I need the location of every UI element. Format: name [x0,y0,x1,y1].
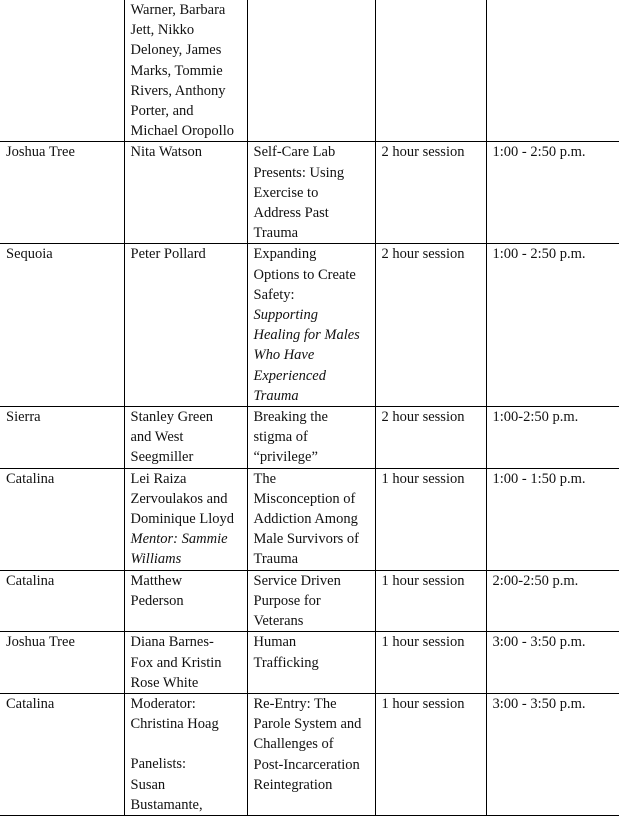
session-title-line: Presents: Using [253,164,345,181]
room-cell [0,407,124,469]
session-time-line: 3:00 - 3:50 p.m. [492,695,586,712]
session-length-cell [375,407,486,469]
presenter-line: Zervoulakos and [130,490,228,507]
session-time-cell [486,142,619,244]
session-title-line: Veterans [253,613,304,630]
presenter-line: Susan [130,776,166,793]
presenter-cell [124,407,247,469]
table-row [0,244,619,407]
presenter-line: Moderator: [130,695,196,712]
presenter-line: Seegmiller [130,449,194,466]
session-title-line: Trauma [253,387,299,404]
presenter-line: Lei Raiza [130,470,187,487]
session-title-cell [247,570,375,632]
room-cell [0,570,124,632]
presenter-line: Porter, and [130,103,194,120]
session-title-line: Safety: [253,286,295,303]
presenter-line: Fox and Kristin [130,654,222,671]
session-time-cell [486,244,619,407]
table-row [0,142,619,244]
table-row [0,407,619,469]
session-title-line: Exercise to [253,184,319,201]
session-length-cell [375,570,486,632]
session-length-cell [375,244,486,407]
presenter-cell [124,468,247,570]
table-row [0,693,619,815]
presenter-cell [124,693,247,815]
presenter-line: Bustamante, [130,796,203,813]
session-time-cell [486,407,619,469]
presenter-cell [124,570,247,632]
room-cell [0,693,124,815]
room-line: Joshua Tree [6,634,75,651]
room-cell [0,142,124,244]
session-title-line: Trafficking [253,654,319,671]
presenter-line: Nita Watson [130,144,202,161]
session-title-line: “privilege” [253,449,318,466]
session-title-line: Trauma [253,225,299,242]
session-length-cell [375,693,486,815]
presenter-line: Christina Hoag [130,716,219,733]
session-length-line: 1 hour session [381,695,465,712]
session-title-line: Reintegration [253,776,333,793]
session-title-line: Parole System and [253,716,362,733]
room-cell [0,468,124,570]
presenter-line: Williams [130,551,182,568]
session-title-line: Post-Incarceration [253,756,360,773]
session-title-cell [247,244,375,407]
room-cell [0,632,124,694]
session-title-line: Options to Create [253,266,356,283]
session-title-line: Address Past [253,205,329,222]
session-title-cell [247,632,375,694]
session-length-line: 1 hour session [381,634,465,651]
session-title-line: Male Survivors of [253,531,360,548]
presenter-line: Deloney, James [130,42,222,59]
session-time-line: 2:00-2:50 p.m. [492,572,579,589]
table-row [0,632,619,694]
session-title-line: Experienced [253,367,326,384]
session-length-cell [375,142,486,244]
presenter-line: Stanley Green [130,409,214,426]
presenter-line [131,734,241,754]
session-time-line: 3:00 - 3:50 p.m. [492,634,586,651]
session-title-line: Self-Care Lab [253,144,336,161]
presenter-line: Diana Barnes- [130,634,214,651]
session-title-line: Addiction Among [253,511,358,528]
room-line: Catalina [6,572,55,589]
session-title-line: Purpose for [253,592,321,609]
session-title-cell [247,693,375,815]
session-length-cell [375,0,486,142]
session-length-line: 2 hour session [381,144,465,161]
presenter-line: Pederson [130,592,184,609]
presenter-cell [124,632,247,694]
table-row [0,0,619,142]
presenter-line: Peter Pollard [130,246,206,263]
session-time-cell [486,632,619,694]
session-time-line: 1:00 - 1:50 p.m. [492,470,586,487]
presenter-cell [124,244,247,407]
room-line: Catalina [6,470,55,487]
room-line: Catalina [6,695,55,712]
session-title-line: Expanding [253,246,317,263]
session-time-cell [486,570,619,632]
table-row [0,468,619,570]
session-title-line: Who Have [253,347,315,364]
session-title-line: Supporting [253,307,318,324]
session-title-cell [247,0,375,142]
table-row [0,570,619,632]
presenter-line: and West [130,429,184,446]
presenter-cell [124,0,247,142]
session-time-cell [486,693,619,815]
session-length-line: 1 hour session [381,470,465,487]
presenter-line: Rivers, Anthony [130,82,226,99]
session-title-line: Service Driven [253,572,341,589]
room-line: Joshua Tree [6,144,75,161]
session-length-line: 2 hour session [381,246,465,263]
session-time-cell [486,468,619,570]
session-length-line: 1 hour session [381,572,465,589]
session-title-line: Challenges of [253,736,334,753]
session-title-cell [247,468,375,570]
session-title-line: Re-Entry: The [253,695,337,712]
session-time-line: 1:00 - 2:50 p.m. [492,246,586,263]
session-length-cell [375,632,486,694]
room-cell [0,0,124,142]
presenter-line: Warner, Barbara [130,2,226,18]
presenter-line: Dominique Lloyd [130,511,235,528]
presenter-line: Michael Oropollo [130,123,234,140]
session-length-cell [375,468,486,570]
session-time-line: 1:00 - 2:50 p.m. [492,144,586,161]
presenter-cell [124,142,247,244]
session-title-line: Misconception of [253,490,356,507]
presenter-line: Marks, Tommie [130,62,223,79]
session-title-line: The [253,470,277,487]
session-title-cell [247,142,375,244]
presenter-line: Panelists: [130,756,187,773]
presenter-line: Mentor: Sammie [130,531,228,548]
presenter-line: Matthew [130,572,183,589]
room-line: Sierra [6,409,41,426]
session-title-line: Breaking the [253,409,328,426]
session-title-line: Trauma [253,551,299,568]
session-title-line: stigma of [253,429,308,446]
presenter-line: Rose White [130,674,199,691]
session-time-cell [486,0,619,142]
session-title-cell [247,407,375,469]
session-title-line: Human [253,634,297,651]
session-time-line: 1:00-2:50 p.m. [492,409,579,426]
room-cell [0,244,124,407]
presenter-line: Jett, Nikko [130,22,195,39]
room-line: Sequoia [6,246,53,263]
session-title-line: Healing for Males [253,327,360,344]
session-length-line: 2 hour session [381,409,465,426]
